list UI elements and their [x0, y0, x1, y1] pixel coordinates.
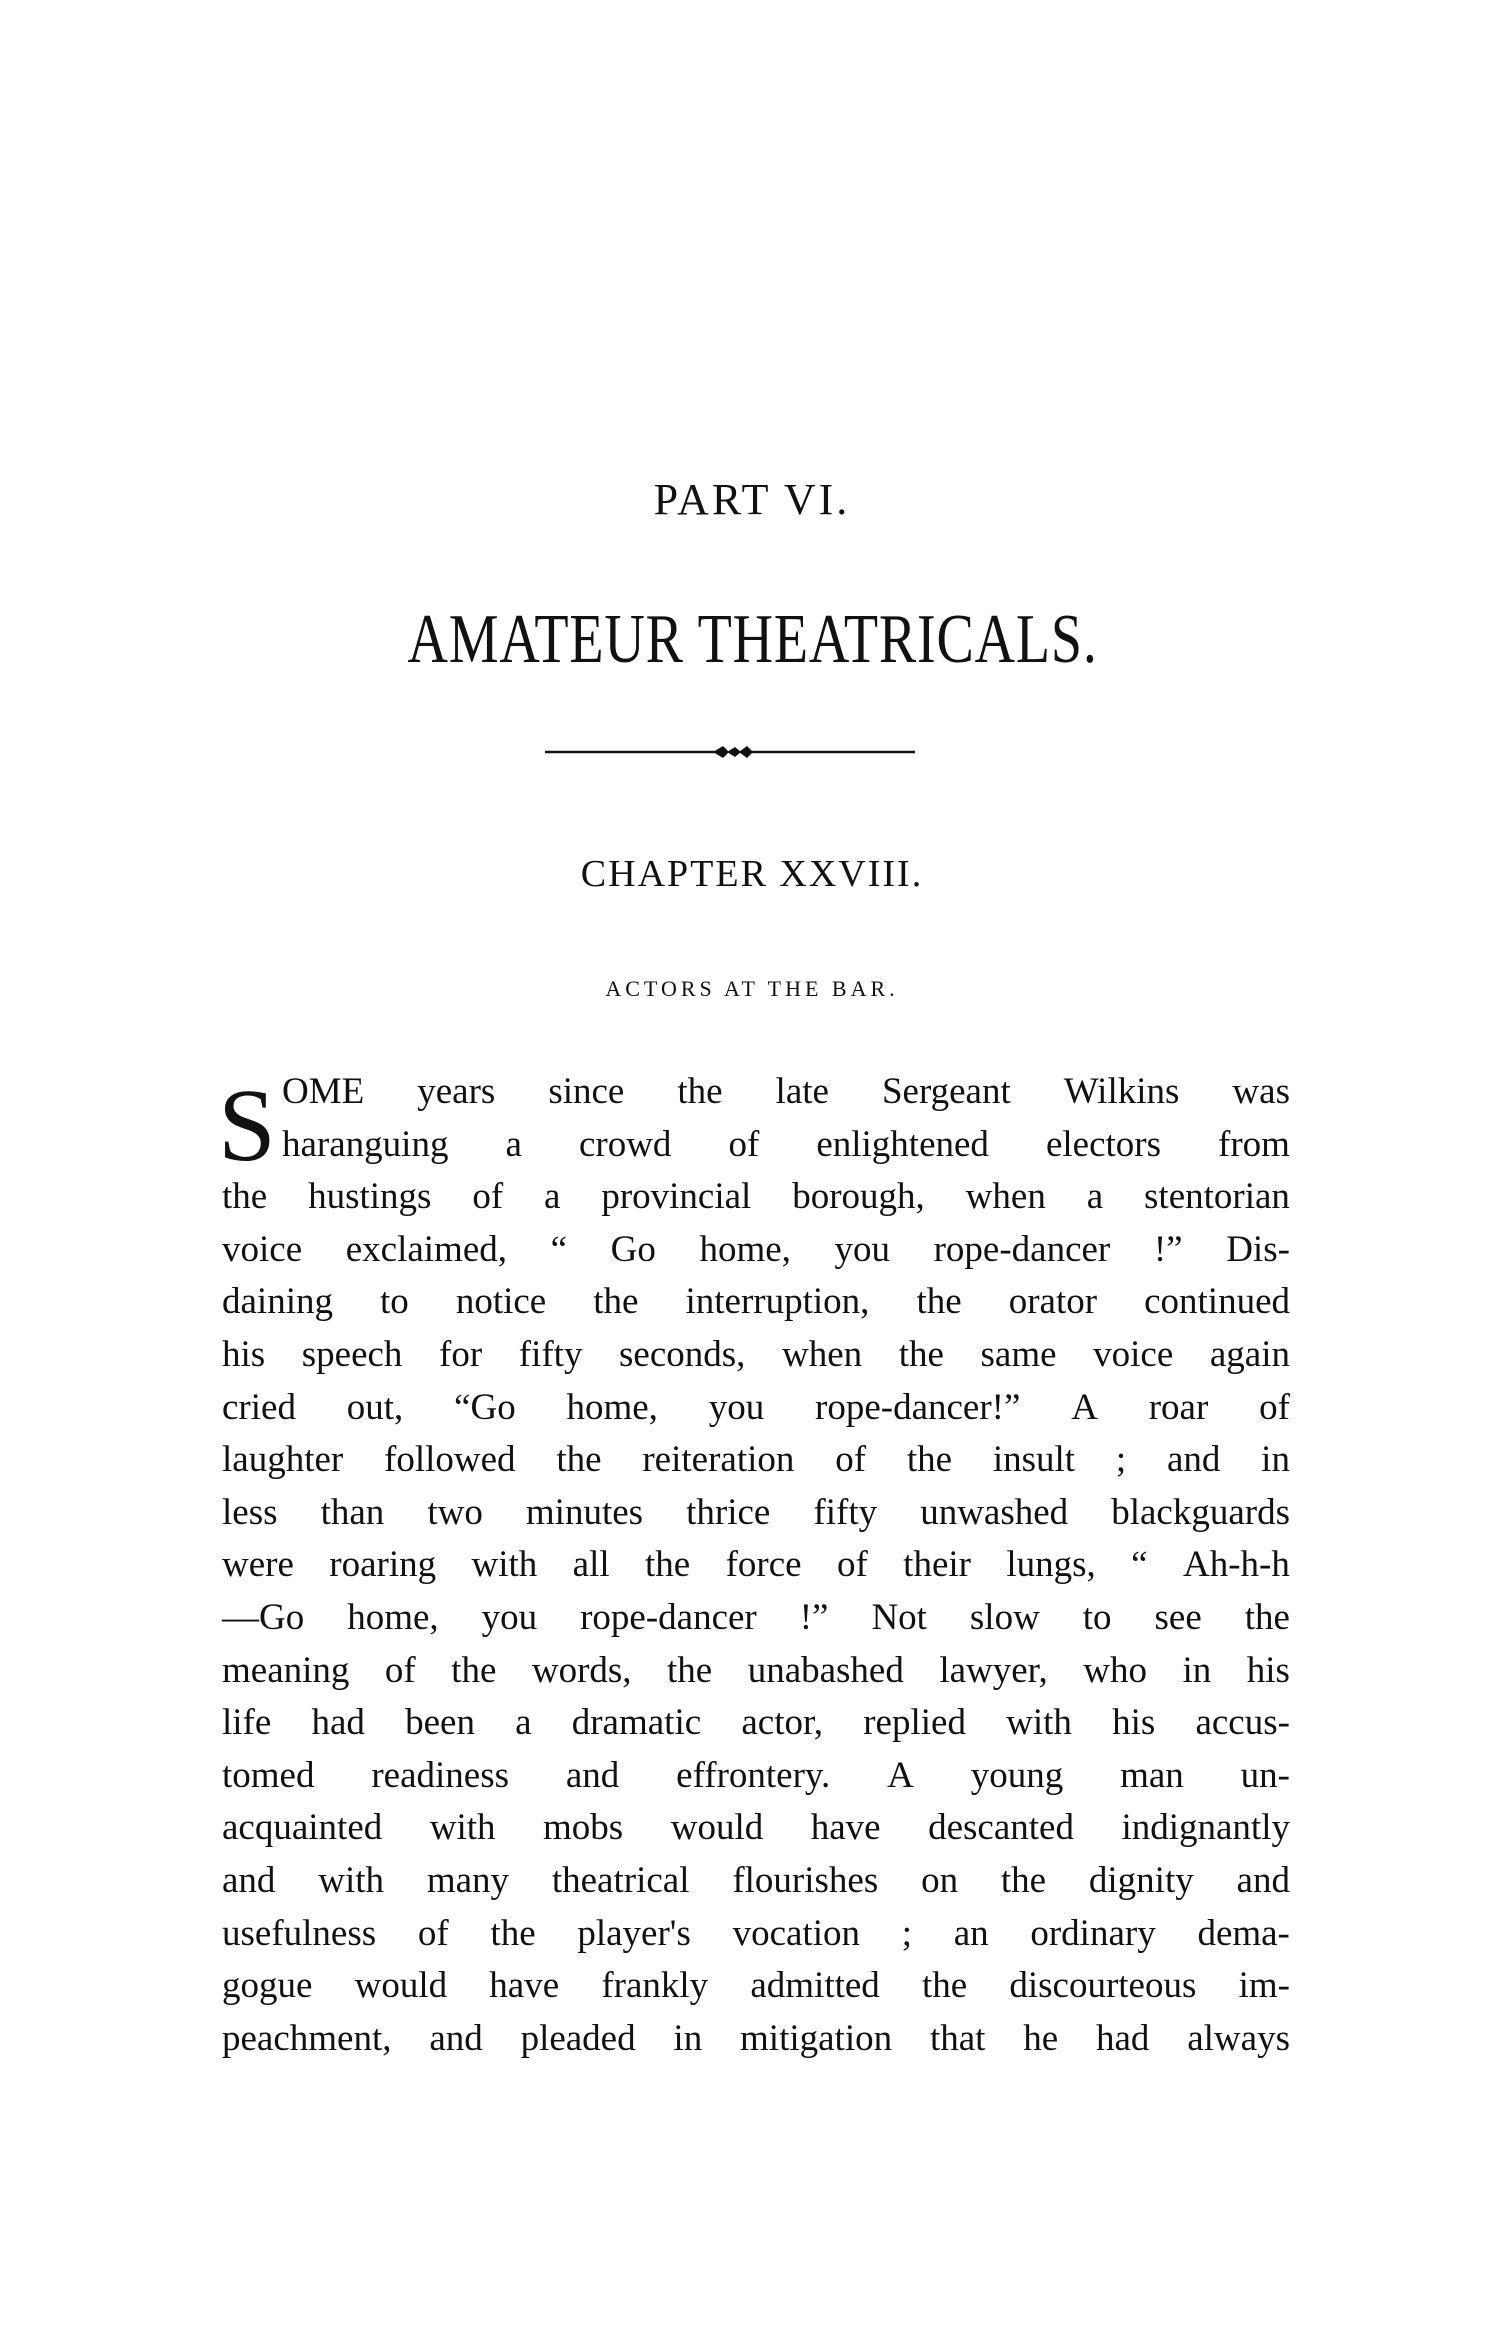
text-line	[222, 1539, 1290, 1592]
word: frankly	[601, 1965, 709, 2007]
word: the	[677, 1071, 723, 1112]
word: replied	[863, 1702, 966, 1744]
word: who	[1083, 1649, 1147, 1691]
word: of	[472, 1176, 504, 1218]
word: Dis-	[1226, 1228, 1290, 1270]
word: the	[593, 1281, 639, 1323]
word: lawyer,	[939, 1649, 1048, 1691]
text-line	[222, 1908, 1290, 1961]
word: notice	[455, 1281, 547, 1323]
word: roaring	[329, 1544, 437, 1586]
word: with	[471, 1544, 538, 1586]
word: seconds,	[619, 1333, 746, 1375]
word: the	[667, 1649, 713, 1691]
word: admitted	[750, 1965, 880, 2007]
word: always	[1187, 2017, 1290, 2059]
word: from	[1218, 1123, 1290, 1165]
word: peachment,	[222, 2017, 392, 2059]
word: !”	[1153, 1228, 1183, 1270]
word: less	[222, 1491, 278, 1533]
word: speech	[301, 1333, 403, 1375]
word: years	[417, 1071, 496, 1112]
word: was	[1232, 1071, 1290, 1112]
word: acquainted	[222, 1807, 383, 1849]
word: indignantly	[1121, 1807, 1290, 1849]
word: been	[405, 1702, 475, 1744]
word: the	[222, 1176, 268, 1218]
word: cried	[222, 1386, 296, 1428]
word: dema-	[1197, 1912, 1290, 1954]
word: of	[836, 1544, 868, 1586]
word: mobs	[543, 1807, 624, 1849]
word: accus-	[1195, 1702, 1290, 1744]
word: flourishes	[732, 1859, 879, 1901]
word: meaning	[222, 1649, 350, 1691]
word: pleaded	[520, 2017, 636, 2059]
word: a	[1086, 1176, 1104, 1218]
word: many	[426, 1859, 510, 1901]
word: for	[439, 1333, 483, 1375]
word: that	[929, 2017, 986, 2059]
word: all	[572, 1544, 610, 1586]
section-subtitle: ACTORS AT THE BAR.	[605, 976, 899, 1001]
word: roar	[1148, 1386, 1209, 1428]
word: Wilkins	[1063, 1071, 1180, 1112]
word: daining	[222, 1281, 333, 1323]
text-line	[222, 2013, 1290, 2066]
word: crowd	[578, 1123, 672, 1165]
word: OME	[282, 1071, 365, 1112]
word: lungs,	[1006, 1544, 1096, 1586]
word: a	[544, 1176, 561, 1218]
word: “Go	[454, 1386, 516, 1428]
word: of	[417, 1912, 449, 1954]
word: have	[489, 1965, 560, 2007]
word: dramatic	[571, 1702, 702, 1744]
word: insult	[992, 1439, 1076, 1481]
part-heading: PART VI.	[653, 475, 851, 524]
text-line	[222, 1119, 1290, 1172]
word: descanted	[928, 1807, 1074, 1849]
word: his	[222, 1333, 266, 1375]
word: continued	[1144, 1281, 1290, 1323]
text-line	[222, 1855, 1290, 1908]
word: “	[550, 1228, 568, 1270]
word: the	[490, 1912, 536, 1954]
word: home,	[347, 1596, 439, 1638]
word: and	[565, 1754, 620, 1796]
word: and	[1236, 1859, 1290, 1901]
word: and	[1166, 1439, 1221, 1481]
chapter-heading: CHAPTER XXVIII.	[580, 853, 924, 895]
word: slow	[969, 1596, 1040, 1638]
text-line	[222, 1224, 1290, 1277]
text-line	[222, 1592, 1290, 1645]
word: the	[906, 1439, 953, 1481]
text-line	[222, 1066, 1290, 1119]
word: would	[670, 1807, 764, 1849]
word: orator	[1008, 1281, 1098, 1323]
text-line	[222, 1750, 1290, 1803]
word: im-	[1238, 1965, 1290, 2007]
word: voice	[222, 1228, 303, 1270]
word: provincial	[601, 1176, 752, 1218]
word: unabashed	[747, 1649, 904, 1691]
word: in	[1182, 1649, 1212, 1691]
word: had	[1095, 2017, 1150, 2059]
drop-cap: S	[218, 1068, 276, 1183]
word: “	[1131, 1544, 1148, 1586]
word: same	[980, 1333, 1057, 1375]
word: a	[505, 1123, 522, 1165]
text-line	[222, 1171, 1290, 1224]
word: to	[380, 1281, 409, 1323]
text-line	[222, 1276, 1290, 1329]
word: his	[1112, 1702, 1156, 1744]
word: an	[953, 1912, 989, 1954]
text-line	[222, 1329, 1290, 1382]
word: were	[222, 1544, 294, 1586]
word: see	[1154, 1596, 1202, 1638]
word: A	[1071, 1386, 1098, 1428]
text-line	[222, 1487, 1290, 1540]
word: —Go	[222, 1596, 305, 1638]
word: than	[320, 1491, 385, 1533]
word: of	[835, 1439, 867, 1481]
word: laughter	[222, 1439, 344, 1481]
word: gogue	[222, 1965, 313, 2007]
text-line	[222, 1697, 1290, 1750]
word: of	[728, 1123, 760, 1165]
word: home,	[699, 1228, 791, 1270]
word: effrontery.	[676, 1754, 831, 1796]
word: have	[810, 1807, 881, 1849]
word: out,	[346, 1386, 404, 1428]
word: Not	[871, 1596, 927, 1638]
word: the	[645, 1544, 691, 1586]
word: actor,	[741, 1702, 824, 1744]
word: with	[318, 1859, 385, 1901]
word: usefulness	[222, 1912, 377, 1954]
word: the	[556, 1439, 602, 1481]
word: unwashed	[920, 1491, 1069, 1533]
word: un-	[1240, 1754, 1290, 1796]
word: minutes	[525, 1491, 644, 1533]
word: rope-dancer	[933, 1228, 1111, 1270]
word: thrice	[686, 1491, 771, 1533]
word: life	[222, 1702, 272, 1744]
word: theatrical	[551, 1859, 690, 1901]
word: the	[898, 1333, 944, 1375]
word: hustings	[308, 1176, 432, 1218]
word: on	[921, 1859, 959, 1901]
word: young	[970, 1754, 1064, 1796]
word: the	[921, 1965, 968, 2007]
word: borough,	[792, 1176, 925, 1218]
word: in	[1261, 1439, 1290, 1481]
word: and	[222, 1859, 276, 1901]
word: voice	[1093, 1333, 1174, 1375]
word: you	[834, 1228, 890, 1270]
word: !”	[799, 1596, 829, 1638]
word: would	[354, 1965, 448, 2007]
word: the	[916, 1281, 962, 1323]
word: A	[887, 1754, 914, 1796]
word: and	[429, 2017, 483, 2059]
word: reiteration	[642, 1439, 795, 1481]
word: enlightened	[816, 1123, 989, 1165]
word: dignity	[1088, 1859, 1194, 1901]
text-line	[222, 1434, 1290, 1487]
word: Go	[610, 1228, 656, 1270]
word: haranguing	[282, 1123, 449, 1165]
word: you	[708, 1386, 765, 1428]
word: with	[429, 1807, 496, 1849]
word: stentorian	[1144, 1176, 1290, 1218]
word: rope-dancer	[580, 1596, 757, 1638]
word: his	[1246, 1649, 1290, 1691]
word: followed	[384, 1439, 516, 1481]
word: the	[1244, 1596, 1290, 1638]
word: of	[384, 1649, 416, 1691]
word: Sergeant	[881, 1071, 1011, 1112]
word: force	[725, 1544, 802, 1586]
word: readiness	[371, 1754, 510, 1796]
word: the	[451, 1649, 497, 1691]
text-line	[222, 1645, 1290, 1698]
word: words,	[531, 1649, 632, 1691]
word: a	[515, 1702, 532, 1744]
word: exclaimed,	[345, 1228, 507, 1270]
word: you	[481, 1596, 538, 1638]
body-text	[218, 1066, 1290, 2065]
word: with	[1006, 1702, 1072, 1744]
word: home,	[566, 1386, 658, 1428]
word: in	[673, 2017, 703, 2059]
word: ordinary	[1030, 1912, 1156, 1954]
word: player's	[577, 1912, 691, 1954]
text-line	[222, 1382, 1290, 1435]
word: discourteous	[1009, 1965, 1197, 2007]
word: fifty	[813, 1491, 878, 1533]
text-line	[222, 1802, 1290, 1855]
word: blackguards	[1111, 1491, 1290, 1533]
word: tomed	[222, 1754, 315, 1796]
word: two	[427, 1491, 483, 1533]
word: again	[1209, 1333, 1290, 1375]
word: he	[1023, 2017, 1059, 2059]
word: fifty	[518, 1333, 583, 1375]
word: rope-dancer!”	[815, 1386, 1021, 1428]
word: electors	[1045, 1123, 1161, 1165]
word: had	[311, 1702, 365, 1744]
word: of	[1259, 1386, 1290, 1428]
word: late	[775, 1071, 829, 1112]
word: their	[903, 1544, 971, 1586]
main-title: AMATEUR THEATRICALS.	[407, 601, 1098, 678]
word: to	[1082, 1596, 1112, 1638]
word: when	[965, 1176, 1046, 1218]
word: the	[1000, 1859, 1047, 1901]
word: when	[782, 1333, 863, 1375]
word: mitigation	[740, 2017, 893, 2059]
word: man	[1120, 1754, 1184, 1796]
word: since	[548, 1071, 625, 1112]
word: Ah-h-h	[1182, 1544, 1290, 1586]
word: vocation	[732, 1912, 860, 1954]
text-line	[222, 1960, 1290, 2013]
word: ;	[1115, 1439, 1127, 1481]
word: interruption,	[685, 1281, 870, 1323]
word: ;	[901, 1912, 912, 1954]
decorative-rule	[545, 740, 915, 764]
